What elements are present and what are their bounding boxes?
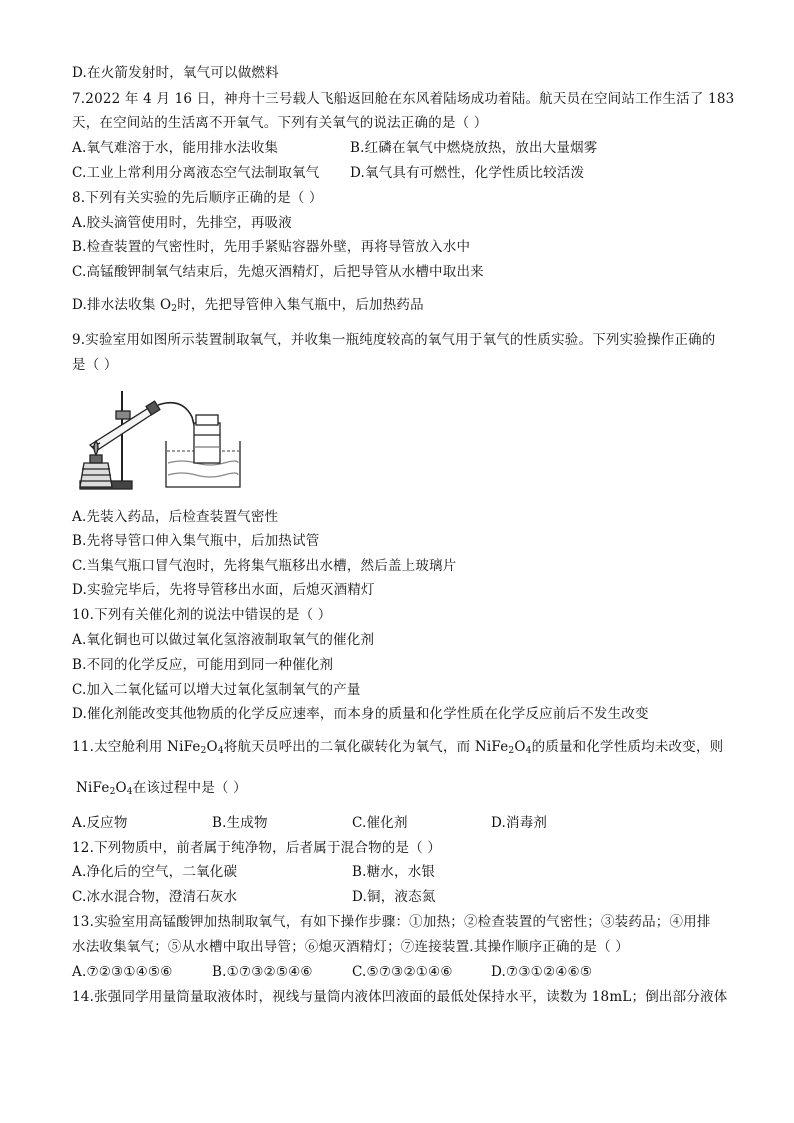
q13-stem-line-1: 13.实验室用高锰酸钾加热制取氧气，有如下操作步骤：①加热；②检查装置的气密性；③装药品；④用排	[72, 914, 711, 930]
q13-option-a: A.⑦②③①④⑤⑥	[72, 964, 173, 980]
q7-option-c: C.工业上常利用分离液态空气法制取氧气	[72, 165, 320, 181]
q11-stem-line-1	[72, 737, 723, 761]
q8-option-d-sub: 2	[171, 304, 178, 314]
q9-option-c: C.当集气瓶口冒气泡时，先将集气瓶移出水槽，然后盖上玻璃片	[72, 558, 457, 574]
q8-stem: 8.下列有关实验的先后顺序正确的是（ ）	[72, 190, 323, 206]
q11-text: O	[115, 780, 127, 796]
q13-option-d: D.⑦③①②④⑥⑤	[491, 964, 593, 980]
q11-stem-line-2	[76, 778, 247, 802]
oxygen-apparatus-figure	[72, 383, 247, 495]
q8-option-a: A.胶头滴管使用时，先排空，再吸液	[72, 215, 292, 231]
q11-text: 的质量和化学性质均未改变，则	[531, 739, 724, 755]
q10-option-d: D.催化剂能改变其他物质的化学反应速率，而本身的质量和化学性质在化学反应前后不发生改变	[72, 706, 649, 722]
q10-option-b: B.不同的化学反应，可能用到同一种催化剂	[72, 657, 334, 673]
q10-stem: 10.下列有关催化剂的说法中错误的是（ ）	[72, 607, 332, 623]
q10-option-a: A.氧化铜也可以做过氧化氢溶液制取氧气的催化剂	[72, 632, 375, 648]
q12-option-a: A.净化后的空气，二氧化碳	[72, 864, 238, 880]
q12-stem: 12.下列物质中，前者属于纯净物，后者属于混合物的是（ ）	[72, 840, 442, 856]
q12-option-b: B.糖水，水银	[352, 864, 436, 880]
q8-option-d	[72, 295, 424, 319]
q7-option-a: A.氧气难溶于水，能用排水法收集	[72, 140, 279, 156]
q8-option-d-pre: D.排水法收集 O	[72, 297, 172, 313]
q11-text: O	[514, 739, 526, 755]
q14-stem-line-1: 14.张强同学用量筒量取液体时，视线与量筒内液体凹液面的最低处保持水平，读数为 18mL；倒出部分液体	[72, 989, 728, 1005]
q7-option-b: B.红磷在氧气中燃烧放热，放出大量烟雾	[350, 140, 598, 156]
q13-option-b: B.①⑦③②⑤④⑥	[212, 964, 313, 980]
q11-option-a: A.反应物	[72, 815, 128, 831]
q11-sub: 4	[217, 746, 224, 756]
q9-option-a: A.先装入药品，后检查装置气密性	[72, 509, 279, 525]
q7-stem-line-2: 天，在空间站的生活离不开氧气。下列有关氧气的说法正确的是（ ）	[72, 115, 488, 131]
q11-text: 将航天员呼出的二氧化碳转化为氧气，而 NiFe	[223, 739, 509, 755]
q10-option-c: C.加入二氧化锰可以增大过氧化氢制氧气的产量	[72, 682, 361, 698]
q11-text: 11.太空舱利用 NiFe	[72, 739, 201, 755]
q7-option-d: D.氧气具有可燃性，化学性质比较活泼	[350, 165, 585, 181]
q11-sub: 2	[109, 787, 116, 797]
q9-option-b: B.先将导管口伸入集气瓶中，后加热试管	[72, 533, 320, 549]
q11-sub: 4	[525, 746, 532, 756]
q8-option-d-post: 时，先把导管伸入集气瓶中，后加热药品	[177, 297, 424, 313]
q13-stem-line-2: 水法收集氧气；⑤从水槽中取出导管；⑥熄灭酒精灯；⑦连接装置.其操作顺序正确的是（ ）	[72, 939, 629, 955]
q11-sub: 2	[508, 746, 515, 756]
q11-text: O	[206, 739, 218, 755]
q8-option-c: C.高锰酸钾制氧气结束后，先熄灭酒精灯，后把导管从水槽中取出来	[72, 264, 484, 280]
q9-stem-line-2: 是（ ）	[72, 357, 118, 373]
q11-option-c: C.催化剂	[352, 815, 408, 831]
q11-sub: 4	[126, 787, 133, 797]
q11-sub: 2	[200, 746, 207, 756]
q11-option-b: B.生成物	[212, 815, 268, 831]
q9-stem-line-1: 9.实验室用如图所示装置制取氧气，并收集一瓶纯度较高的氧气用于氧气的性质实验。下列实验操作正确的	[72, 332, 716, 348]
q12-option-d: D.铜，液态氮	[352, 889, 436, 905]
q11-option-d: D.消毒剂	[491, 815, 548, 831]
q11-text: 在该过程中是（ ）	[132, 780, 247, 796]
q7-stem-line-1: 7.2022 年 4 月 16 日，神舟十三号载人飞船返回舱在东风着陆场成功着陆。航天员在空间站工作生活了 183	[72, 91, 735, 107]
q12-option-c: C.冰水混合物，澄清石灰水	[72, 889, 238, 905]
q13-option-c: C.⑤⑦③②①④⑥	[352, 964, 453, 980]
q11-text: NiFe	[76, 780, 110, 796]
apparatus-drawing	[72, 383, 247, 495]
q9-option-d: D.实验完毕后，先将导管移出水面，后熄灭酒精灯	[72, 582, 375, 598]
q8-option-b: B.检查装置的气密性时，先用手紧贴容器外壁，再将导管放入水中	[72, 239, 471, 255]
q6-option-d: D.在火箭发射时，氧气可以做燃料	[72, 65, 279, 81]
